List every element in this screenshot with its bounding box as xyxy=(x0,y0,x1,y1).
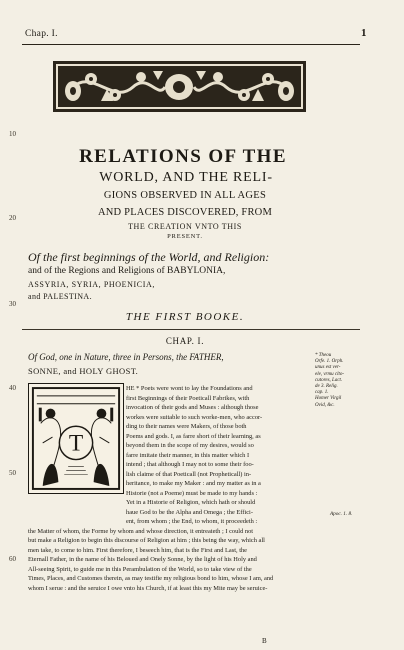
header-rule xyxy=(22,44,360,45)
body-line: All-seeing Spirit, to guide me in this Perambulation of the World, so to take view of the xyxy=(28,565,252,573)
title-line-2: WORLD, AND THE RELI- xyxy=(99,170,273,185)
margin-note: * Theou Orfe. 1. Orph. unus est ver- ele, vrmu clto- cutores, Lact. de 3. Relig. cap. 1. Homer Virgil Ovid, &c. xyxy=(315,353,345,408)
subtitle-line-2: and of the Regions and Religions of BABYLONIA, xyxy=(28,266,226,276)
book-title: THE FIRST BOOKE. xyxy=(125,311,245,323)
body-line: workes were suitable to such worke-men, who accor- xyxy=(126,413,263,421)
woodcut-initial-t-illustration xyxy=(28,383,124,494)
chapter-subtitle-1: Of God, one in Nature, three in Persons, the FATHER, xyxy=(28,352,224,362)
body-line: but make a Religion to begin this discourse of Religion at him ; this being the way, which all xyxy=(28,537,265,544)
floral-headpiece-ornament xyxy=(53,61,306,112)
body-line: invocation of their gods and Muses : although those xyxy=(126,404,259,411)
line-number: 40 xyxy=(9,384,16,392)
line-number: 50 xyxy=(9,469,16,477)
subtitle-line-1: Of the first beginnings of the World, and Religion: xyxy=(28,250,270,264)
body-line: Times, Places, and Customes therein, as may testifie my religious bond to him, whose I am, and xyxy=(28,575,274,582)
line-number: 20 xyxy=(9,214,16,222)
svg-text:T: T xyxy=(68,430,84,457)
body-line: haue God to be the Alpha and Omega ; the Effici- xyxy=(126,508,253,516)
body-line: HE * Poets were wont to lay the Foundations and xyxy=(126,385,253,392)
chapter-subtitle-2: SONNE, and HOLY GHOST. xyxy=(28,366,139,376)
body-line: heritance, to make my Maker : and my matter as in a xyxy=(126,480,261,487)
body-line: first Beginnings of their Poeticall Fabrikes, with xyxy=(126,394,250,402)
page-number: 1 xyxy=(361,27,367,39)
section-rule xyxy=(22,329,360,330)
body-line: lish claime of that Poeticall (not Propheticall) in- xyxy=(126,470,252,478)
body-line: ent, from whom ; the End, to whom, it proceedeth : xyxy=(126,518,258,525)
title-line-3: GIONS OBSERVED IN ALL AGES xyxy=(103,190,267,201)
catchword: B xyxy=(262,637,267,645)
body-line: Historie (not a Poeme) must be made to my hands : xyxy=(126,489,258,497)
line-number: 60 xyxy=(9,555,16,563)
body-line: Eternall Father, in the name of his Beloued and Onely Sonne, by the light of his Holy and xyxy=(28,556,257,563)
title-line-1: RELATIONS OF THE xyxy=(79,146,287,167)
title-line-4: AND PLACES DISCOVERED, FROM xyxy=(97,207,272,218)
subtitle-line-3: ASSYRIA, SYRIA, PHOENICIA, xyxy=(28,280,155,289)
body-line: Poems and gods. I, as farre short of their learning, as xyxy=(126,432,261,440)
chapter-heading: CHAP. I. xyxy=(165,336,205,346)
running-head: Chap. I. xyxy=(25,29,58,39)
line-number: 30 xyxy=(9,300,16,308)
margin-note-reference: Apoc. 1. 8. xyxy=(330,511,353,517)
subtitle-line-4: and PALESTINA. xyxy=(28,292,92,301)
title-line-5: THE CREATION VNTO THIS xyxy=(128,222,242,231)
body-line: men take, to come to him. First therefore, I beseech him, that is the First and Last, the xyxy=(28,546,248,554)
title-line-6: PRESENT. xyxy=(167,233,203,240)
body-line: the Matter of whom, the Forme by whom and whose direction, it entreateth ; I could not xyxy=(28,527,254,535)
body-line: ding to their names were Makers, of those both xyxy=(126,423,247,430)
body-line: Yet in a Historie of Religion, which hath or should xyxy=(126,499,256,506)
body-line: farre imitate their manner, in this matter which I xyxy=(126,451,250,459)
body-line: beyond them in the scope of my desires, would so xyxy=(126,442,254,449)
body-line: whom I serue : and the seruice I owe vnto his Church, if at least this my Mite may be seruice- xyxy=(28,584,268,592)
body-line: intend ; that although I may not to some their foo- xyxy=(126,461,254,468)
line-number: 10 xyxy=(9,130,16,138)
